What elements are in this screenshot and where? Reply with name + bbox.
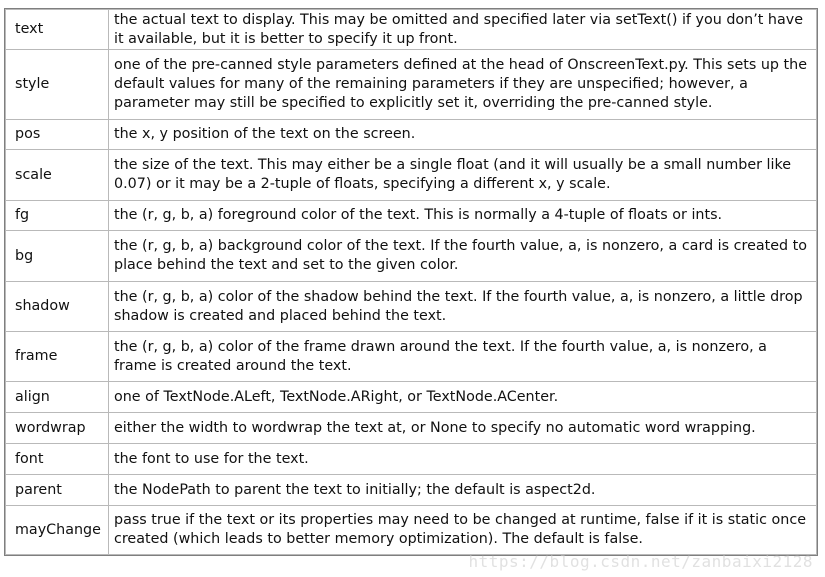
parameters-table	[5, 9, 817, 555]
table-row	[6, 475, 817, 506]
param-description: the size of the text. This may either be a single float (and it will usually be a small number like 0.07) or it may be a 2-tuple of floats, specifying a different x, y scale.	[109, 150, 817, 201]
param-name: parent	[6, 475, 109, 506]
param-name: shadow	[6, 282, 109, 332]
table-row	[6, 332, 817, 382]
table-row	[6, 150, 817, 201]
watermark: https://blog.csdn.net/zanbaixi2128	[468, 552, 813, 571]
param-description: the x, y position of the text on the screen.	[109, 120, 817, 150]
param-name: text	[6, 10, 109, 50]
table-row	[6, 231, 817, 282]
table-row	[6, 10, 817, 50]
table-row	[6, 50, 817, 120]
table-row	[6, 201, 817, 231]
table-row	[6, 120, 817, 150]
param-name: fg	[6, 201, 109, 231]
parameters-table-frame	[4, 8, 818, 556]
table-row	[6, 413, 817, 444]
param-name: mayChange	[6, 506, 109, 555]
parameters-table-body	[6, 10, 817, 555]
param-name: scale	[6, 150, 109, 201]
param-description: the (r, g, b, a) color of the frame drawn around the text. If the fourth value, a, is nonzero, a frame is created around the text.	[109, 332, 817, 382]
param-description: one of TextNode.ALeft, TextNode.ARight, or TextNode.ACenter.	[109, 382, 817, 413]
table-row	[6, 444, 817, 475]
param-name: style	[6, 50, 109, 120]
param-description: the (r, g, b, a) background color of the text. If the fourth value, a, is nonzero, a card is created to place behind the text and set to the given color.	[109, 231, 817, 282]
table-row	[6, 282, 817, 332]
param-name: wordwrap	[6, 413, 109, 444]
table-row	[6, 506, 817, 555]
param-description: either the width to wordwrap the text at, or None to specify no automatic word wrapping.	[109, 413, 817, 444]
param-name: frame	[6, 332, 109, 382]
param-description: the (r, g, b, a) color of the shadow behind the text. If the fourth value, a, is nonzero, a little drop shadow is created and placed behind the text.	[109, 282, 817, 332]
param-description: the (r, g, b, a) foreground color of the text. This is normally a 4-tuple of floats or ints.	[109, 201, 817, 231]
param-description: the font to use for the text.	[109, 444, 817, 475]
param-name: bg	[6, 231, 109, 282]
param-name: align	[6, 382, 109, 413]
table-row	[6, 382, 817, 413]
param-name: font	[6, 444, 109, 475]
param-name: pos	[6, 120, 109, 150]
param-description: the actual text to display. This may be omitted and specified later via setText() if you don’t have it available, but it is better to specify it up front.	[109, 10, 817, 50]
param-description: pass true if the text or its properties may need to be changed at runtime, false if it is static once created (which leads to better memory optimization). The default is false.	[109, 506, 817, 555]
param-description: one of the pre-canned style parameters defined at the head of OnscreenText.py. This sets up the default values for many of the remaining parameters if they are unspecified; however, a parameter may still be specified to explicitly set it, overriding the pre-canned style.	[109, 50, 817, 120]
param-description: the NodePath to parent the text to initially; the default is aspect2d.	[109, 475, 817, 506]
